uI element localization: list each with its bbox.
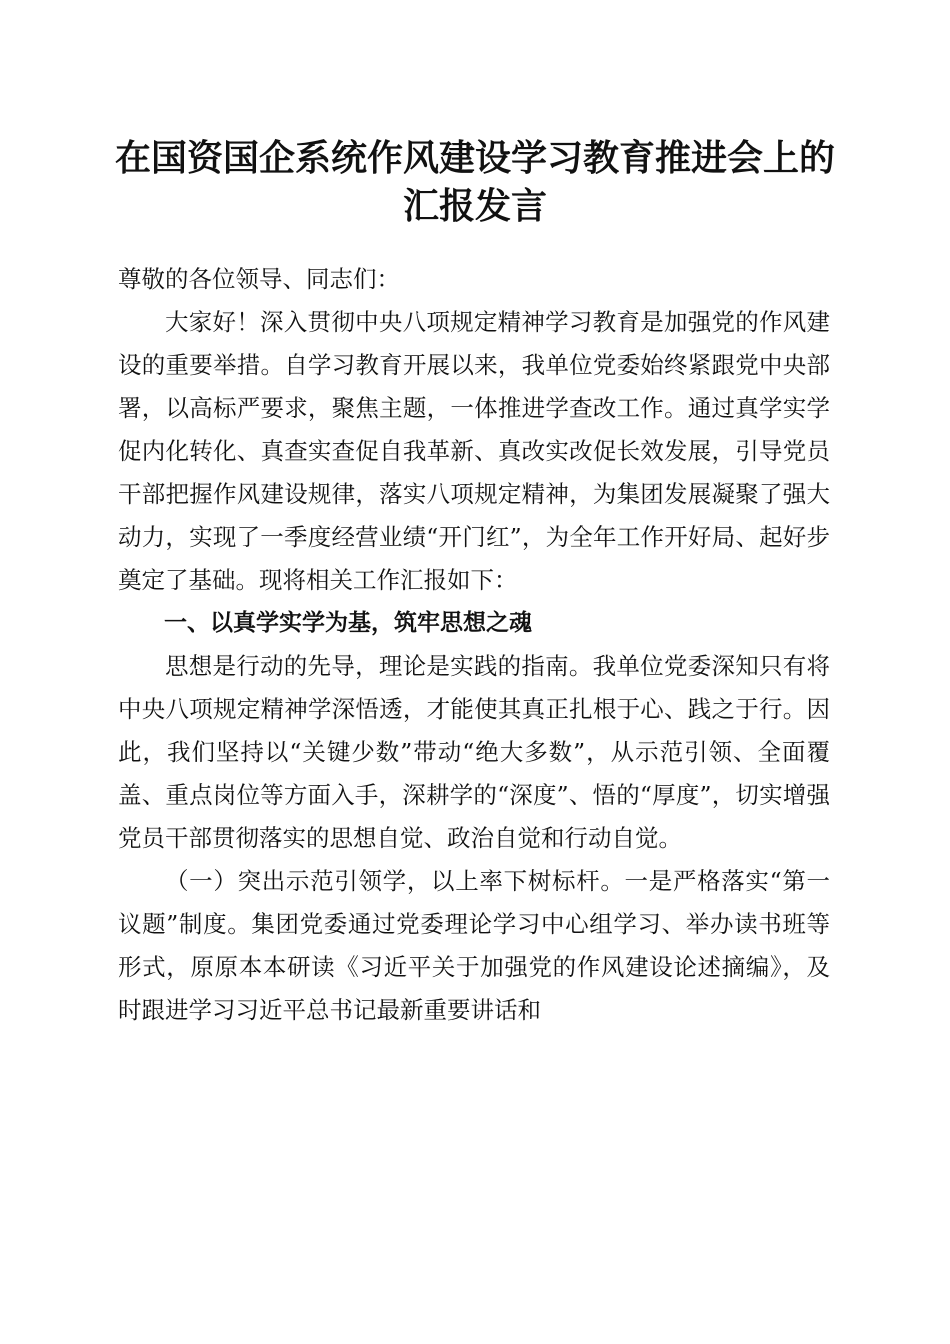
document-title: 在国资国企系统作风建设学习教育推进会上的汇报发言 bbox=[114, 137, 835, 227]
paragraph-section-1: 思想是行动的先导，理论是实践的指南。我单位党委深知只有将中央八项规定精神学深悟透，才能使其真正扎根于心、践之于行。因此，我们坚持以“关键少数”带动“绝大多数”，从示范引领、全面覆盖、重点岗位等方面入手，深耕学的“深度”、悟的“厚度”，切实增强党员干部贯彻落实的思想自觉、政治自觉和行动自觉。 bbox=[118, 652, 830, 852]
paragraph-intro: 大家好！深入贯彻中央八项规定精神学习教育是加强党的作风建设的重要举措。自学习教育开展以来，我单位党委始终紧跟党中央部署，以高标严要求，聚焦主题，一体推进学查改工作。通过真学实学促内化转化、真查实查促自我革新、真改实改促长效发展，引导党员干部把握作风建设规律，落实八项规定精神，为集团发展凝聚了强大动力，实现了一季度经营业绩“开门红”，为全年工作开好局、起好步奠定了基础。现将相关工作汇报如下： bbox=[118, 308, 830, 594]
salutation: 尊敬的各位领导、同志们： bbox=[118, 265, 400, 293]
document-body bbox=[118, 258, 830, 1032]
paragraph-subsection-1: （一）突出示范引领学，以上率下树标杆。一是严格落实“第一议题”制度。集团党委通过党委理论学习中心组学习、举办读书班等形式，原原本本研读《习近平关于加强党的作风建设论述摘编》，及时跟进学习习近平总书记最新重要讲话和 bbox=[118, 867, 830, 1024]
section-heading-1: 一、以真学实学为基，筑牢思想之魂 bbox=[164, 610, 532, 636]
